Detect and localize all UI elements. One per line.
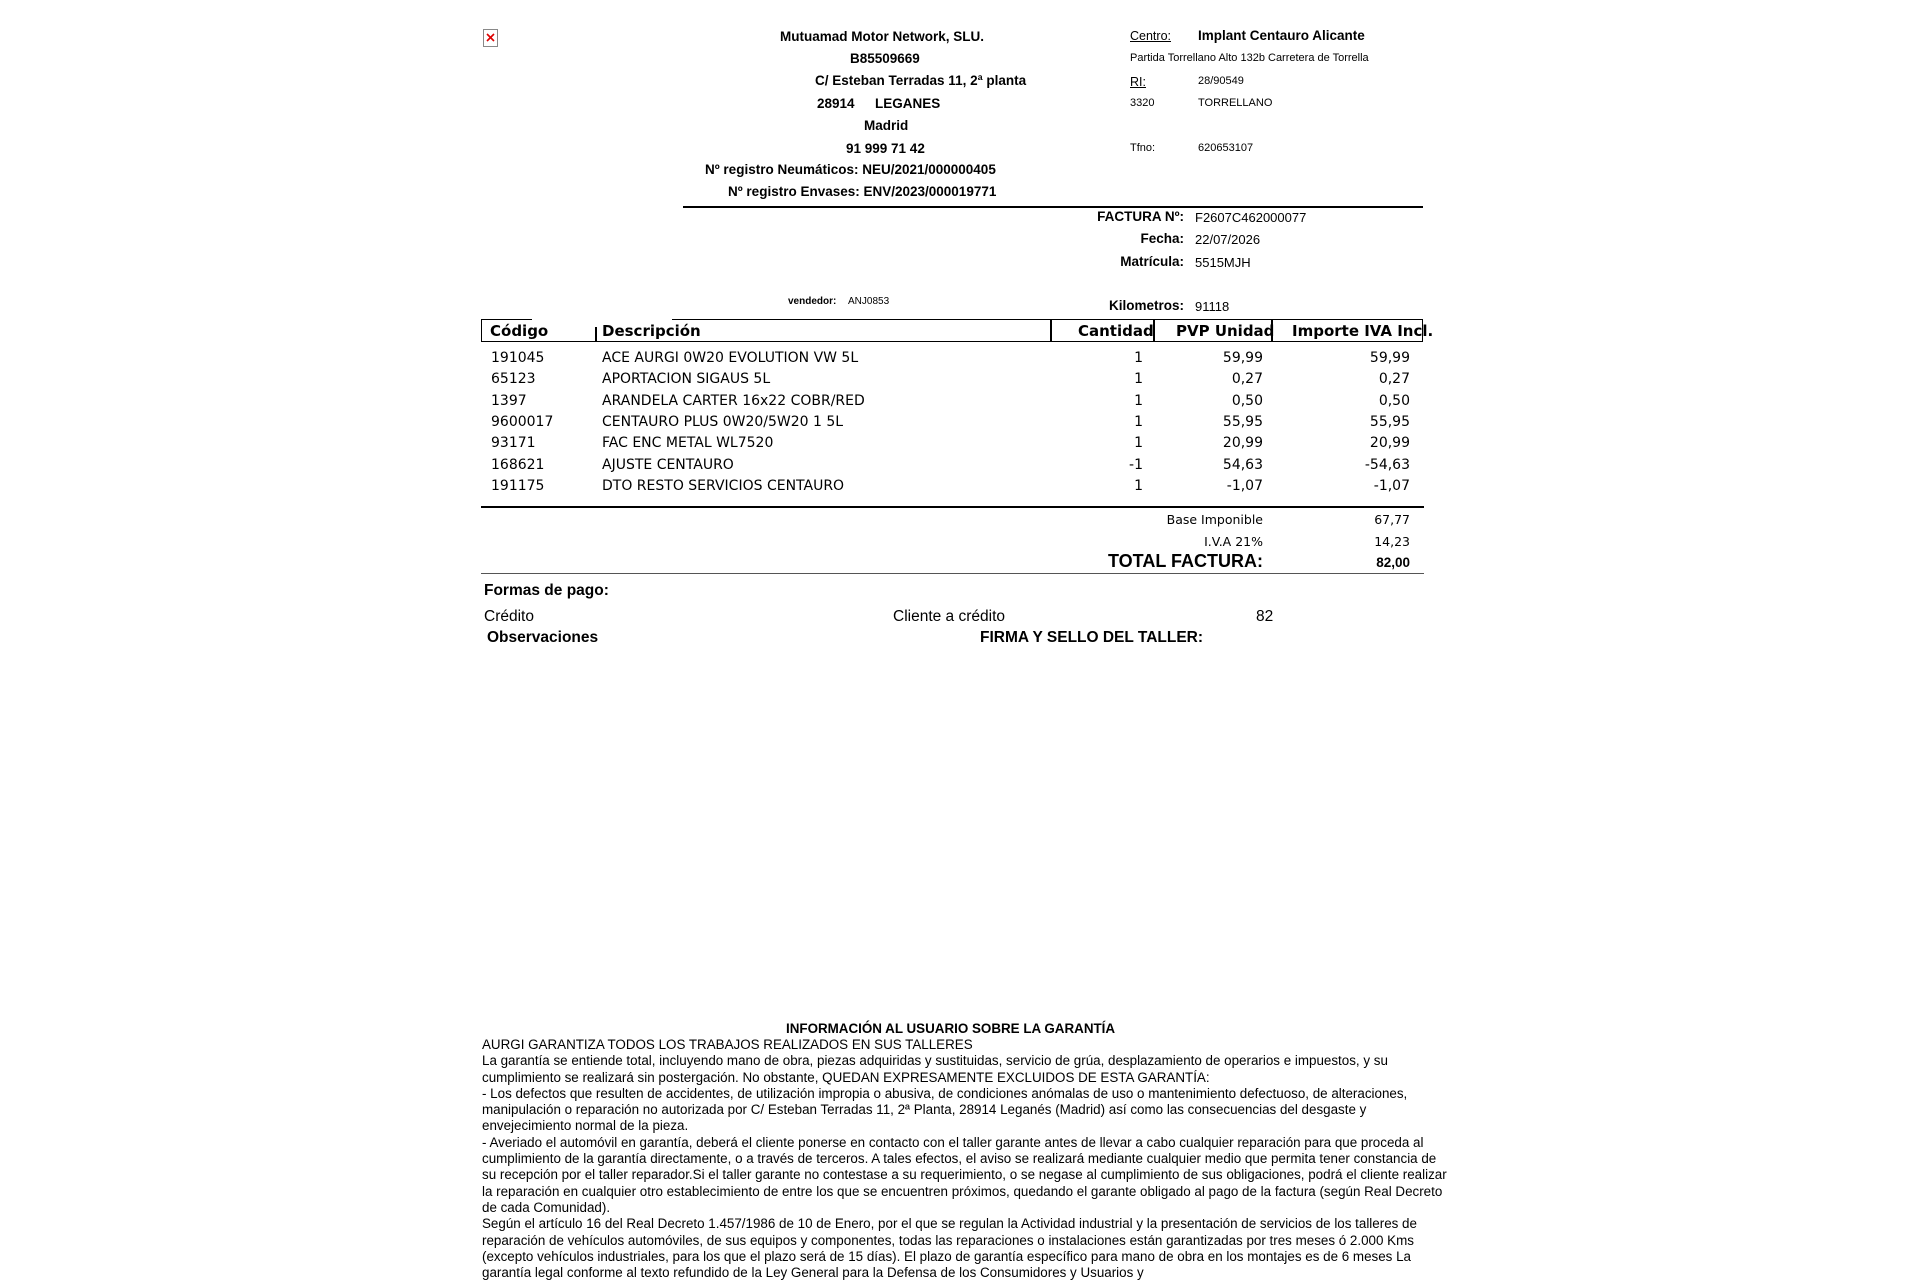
table-row [0,435,1920,456]
col-divider [595,327,597,341]
table-row [0,457,1920,478]
table-bottom-rule [481,506,1424,508]
cell-unit-price: 0,27 [1231,371,1263,388]
base-value: 67,77 [1374,512,1410,527]
cell-qty: 1 [1134,413,1143,430]
cell-amount: 0,27 [1378,371,1410,388]
header-qty: Cantidad [1078,322,1154,340]
warranty-paragraph: - Averiado el automóvil en garantía, deberá el cliente ponerse en contacto con el taller garante antes de llevar a cabo cualquier reparación para que proceda al cumplimiento de la garantía directamente, o a través de terceros. A tales efectos, el aviso se realizará mediante cualquier medio que permita tener constancia de su recepción por el taller reparador.Si el taller garante no contestase a su requerimiento, o se negase al cumplimiento de sus obligaciones, podrá el cliente realizar la reparación en cualquier otro establecimiento de entre los que se encuentren próximos, quedando el garante obligado al pago de la factura (según Real Decreto de cada Comunidad). [482,1134,1447,1215]
broken-image-icon [483,29,498,47]
header-divider [683,206,1423,208]
cell-qty: 1 [1134,477,1143,494]
payment-method: Crédito [484,608,534,625]
cell-amount: -1,07 [1373,477,1410,494]
warranty-title: INFORMACIÓN AL USUARIO SOBRE LA GARANTÍA [786,1021,1116,1036]
cell-amount: 0,50 [1378,392,1410,409]
header-amount: Importe IVA Incl. [1292,322,1434,340]
cell-code: 1397 [491,392,527,409]
table-row [0,414,1920,435]
totals-rule [481,573,1424,574]
ri-value: 28/90549 [1198,75,1244,87]
centre-phone: 620653107 [1198,142,1254,154]
company-province: Madrid [864,118,909,133]
ri-label: RI: [1130,75,1146,89]
col-divider [1050,319,1052,341]
cell-qty: 1 [1134,392,1143,409]
iva-label: I.V.A 21% [1204,534,1263,549]
total-label: TOTAL FACTURA: [1108,551,1263,571]
payment-client: Cliente a crédito [893,608,1006,625]
company-phone: 91 999 71 42 [846,141,925,156]
table-row [0,478,1920,499]
invoice-number-label: FACTURA Nº: [1097,209,1184,224]
cell-code: 9600017 [491,413,554,430]
cell-qty: 1 [1134,371,1143,388]
table-row [0,371,1920,392]
invoice-date-label: Fecha: [1140,231,1184,246]
cell-description: AJUSTE CENTAURO [602,456,734,473]
cell-description: ARANDELA CARTER 16x22 COBR/RED [602,392,865,409]
centre-name: Implant Centauro Alicante [1198,28,1365,43]
plate-value: 5515MJH [1195,255,1251,270]
reg-envases: Nº registro Envases: ENV/2023/000019771 [728,184,997,199]
cell-code: 191175 [491,477,545,494]
company-address: C/ Esteban Terradas 11, 2ª planta [815,73,1027,88]
cell-unit-price: 20,99 [1222,435,1263,452]
header-unit-price: PVP Unidad [1176,322,1275,340]
cell-description: FAC ENC METAL WL7520 [602,435,774,452]
cell-code: 191045 [491,350,545,366]
cell-unit-price: 59,99 [1222,350,1263,366]
km-label: Kilometros: [1108,298,1184,313]
warranty-subtitle: AURGI GARANTIZA TODOS LOS TRABAJOS REALIZADOS EN SUS TALLERES [482,1037,973,1052]
centre-city: TORRELLANO [1198,97,1273,109]
iva-value: 14,23 [1374,534,1410,549]
cell-unit-price: -1,07 [1226,477,1263,494]
cell-unit-price: 55,95 [1222,413,1263,430]
table-row [0,393,1920,414]
payment-amount: 82 [1256,608,1274,625]
centre-postal-code: 3320 [1130,97,1155,109]
company-postal-code: 28914 [817,96,855,111]
total-value: 82,00 [1376,555,1410,570]
warranty-text [482,1037,1452,1281]
payment-title: Formas de pago: [484,582,609,599]
header-code: Código [490,322,549,340]
company-name: Mutuamad Motor Network, SLU. [780,29,985,44]
centre-label: Centro: [1130,29,1171,43]
cell-description: APORTACION SIGAUS 5L [602,371,771,388]
centre-phone-label: Tfno: [1130,142,1156,154]
company-city: LEGANES [875,96,941,111]
invoice-date: 22/07/2026 [1195,232,1261,247]
cell-amount: 20,99 [1369,435,1410,452]
company-cif: B85509669 [850,51,920,66]
seller-label: vendedor: [788,296,837,307]
warranty-paragraph: - Los defectos que resulten de accidentes, de utilización impropia o abusiva, de condiciones anómalas de uso o mantenimiento defectuoso, de alteraciones, manipulación o reparación no autorizada por C/ Esteban Terradas 11, 2ª Planta, 28914 Leganés (Madrid) así como las consecuencias del desgaste y envejecimiento normal de la pieza. [482,1085,1408,1134]
invoice-number: F2607C462000077 [1195,210,1307,225]
cell-code: 93171 [491,435,536,452]
cell-amount: -54,63 [1364,456,1410,473]
cell-unit-price: 0,50 [1231,392,1263,409]
cell-amount: 55,95 [1369,413,1410,430]
cell-qty: 1 [1134,435,1143,452]
seller-value: ANJ0853 [848,296,890,307]
reg-neumaticos: Nº registro Neumáticos: NEU/2021/000000405 [705,162,996,177]
cell-unit-price: 54,63 [1222,456,1263,473]
cell-code: 168621 [491,456,545,473]
table-row [0,350,1920,371]
cell-amount: 59,99 [1369,350,1410,366]
plate-label: Matrícula: [1120,254,1184,269]
base-label: Base Imponible [1166,512,1263,527]
cell-description: CENTAURO PLUS 0W20/5W20 1 5L [602,413,844,430]
km-value: 91118 [1195,299,1230,314]
cell-code: 65123 [491,371,536,388]
warranty-paragraph: Según el artículo 16 del Real Decreto 1.457/1986 de 10 de Enero, por el que se regulan la Actividad industrial y la presentación de servicios de los talleres de reparación de vehículos automóviles, de sus equipos y componentes, todas las reparaciones o instalaciones están garantizadas por tres meses ó 2.000 Kms (excepto vehículos industriales, para los que el plazo será de 15 días). El plazo de garantía específico para mano de obra en los montajes es de 6 meses La garantía legal conforme al texto refundido de la Ley General para la Defensa de los Consumidores y Usuarios y [482,1216,1417,1281]
centre-address: Partida Torrellano Alto 132b Carretera de Torrella [1130,52,1369,64]
cell-qty: 1 [1134,350,1143,366]
observations-label: Observaciones [487,629,599,646]
signature-label: FIRMA Y SELLO DEL TALLER: [980,629,1204,646]
header-description: Descripción [602,322,701,340]
cell-description: ACE AURGI 0W20 EVOLUTION VW 5L [602,350,859,366]
cell-description: DTO RESTO SERVICIOS CENTAURO [602,477,845,494]
warranty-paragraph: La garantía se entiende total, incluyendo mano de obra, piezas adquiridas y sustituidas, servicio de grúa, desplazamiento de operarios e impuestos, y su cumplimiento se realizará sin postergación. No obstante, QUEDAN EXPRESAMENTE EXCLUIDOS DE ESTA GARANTÍA: [482,1053,1388,1085]
cell-qty: -1 [1129,456,1143,473]
